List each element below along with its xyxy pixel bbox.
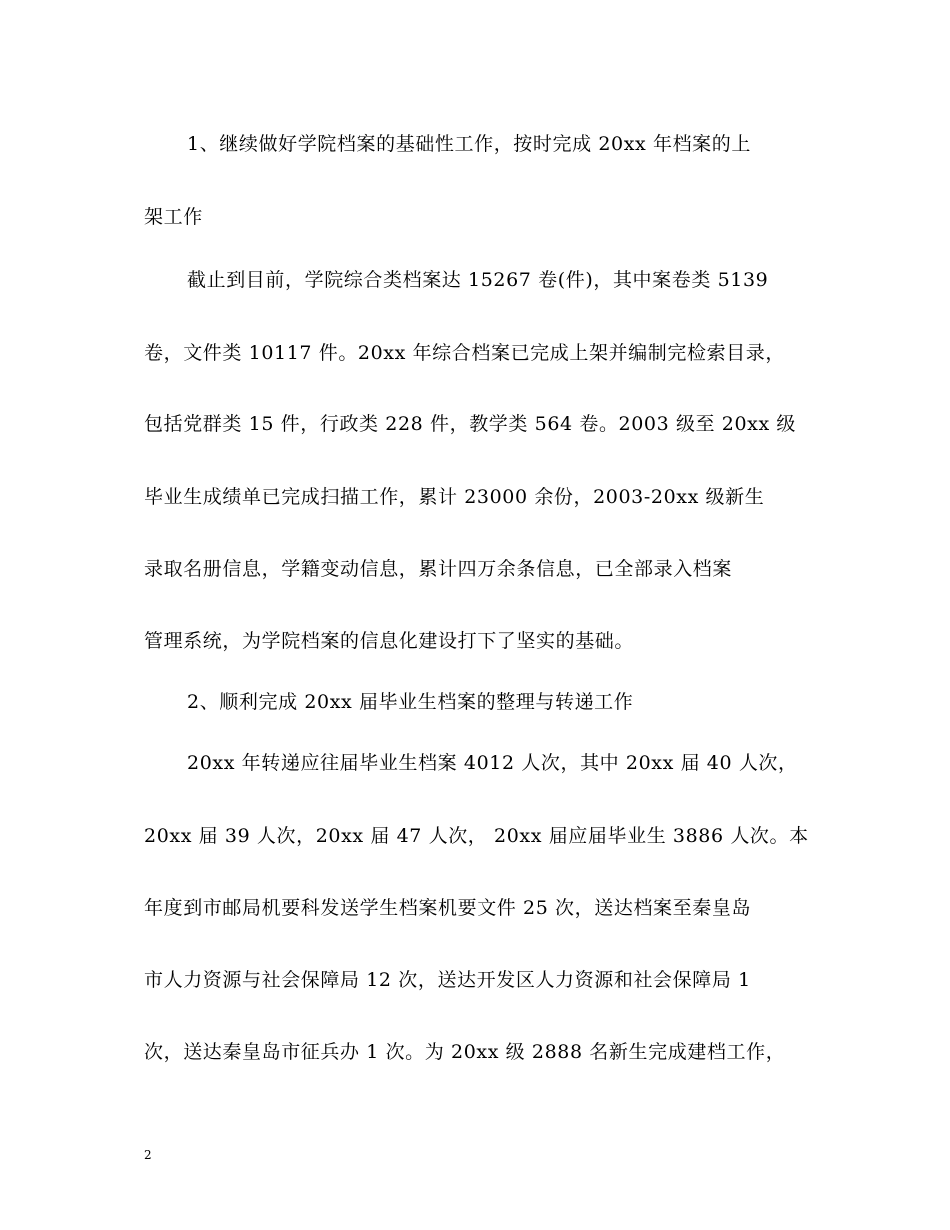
text-line-13: 市人力资源与社会保障局 12 次，送达开发区人力资源和社会保障局 1 [144, 969, 751, 991]
text-line-2: 架工作 [144, 206, 203, 228]
text-line-11: 20xx 届 39 人次，20xx 届 47 人次， 20xx 届应届毕业生 3886 人次。本 [144, 825, 809, 847]
text-line-6: 毕业生成绩单已完成扫描工作，累计 23000 余份，2003-20xx 级新生 [144, 486, 765, 508]
text-line-12: 年度到市邮局机要科发送学生档案机要文件 25 次，送达档案至秦皇岛 [144, 897, 752, 919]
text-line-10: 20xx 年转递应往届毕业生档案 4012 人次，其中 20xx 届 40 人次， [187, 752, 798, 774]
text-line-7: 录取名册信息，学籍变动信息，累计四万余条信息，已全部录入档案 [144, 558, 733, 580]
page-number: 2 [144, 1148, 152, 1162]
text-line-4: 卷，文件类 10117 件。20xx 年综合档案已完成上架并编制完检索目录， [144, 342, 785, 364]
text-line-14: 次，送达秦皇岛市征兵办 1 次。为 20xx 级 2888 名新生完成建档工作， [144, 1041, 786, 1063]
text-line-9: 2、顺利完成 20xx 届毕业生档案的整理与转递工作 [187, 691, 634, 713]
text-line-5: 包括党群类 15 件，行政类 228 件，教学类 564 卷。2003 级至 20xx 级 [144, 413, 797, 435]
text-line-8: 管理系统，为学院档案的信息化建设打下了坚实的基础。 [144, 630, 635, 652]
text-line-3: 截止到目前，学院综合类档案达 15267 卷(件)，其中案卷类 5139 [187, 269, 769, 291]
text-line-1: 1、继续做好学院档案的基础性工作，按时完成 20xx 年档案的上 [187, 133, 751, 155]
